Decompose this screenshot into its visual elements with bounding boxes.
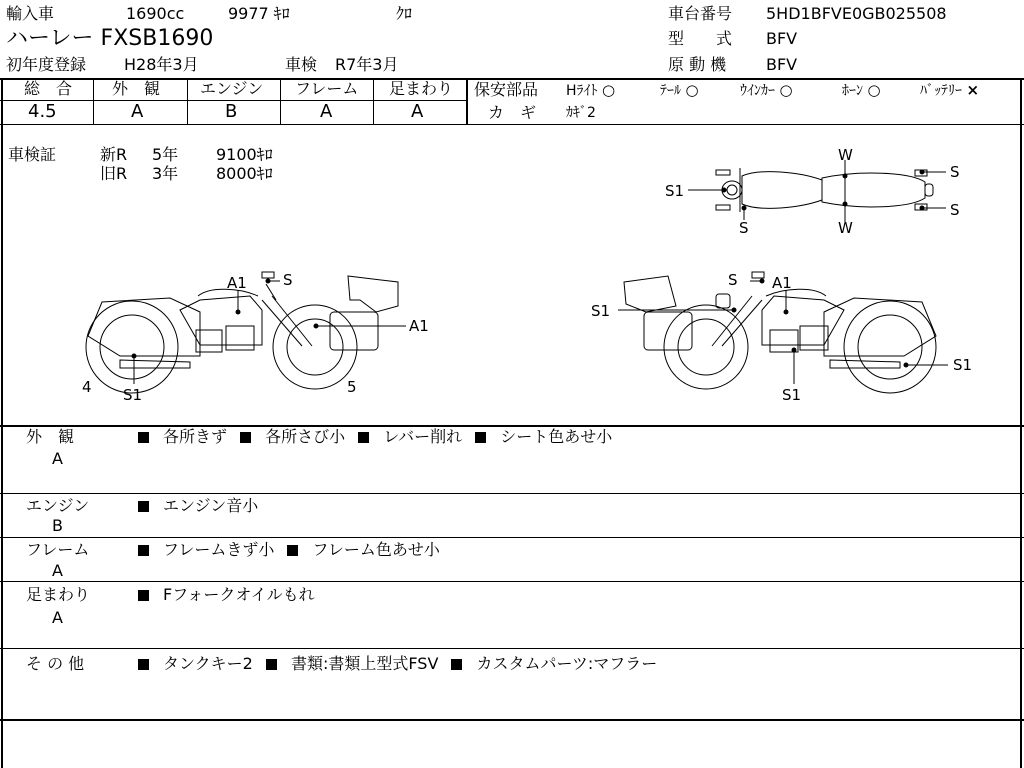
first-reg-value: H28年3月 — [124, 55, 199, 74]
left-label-a1-fork: A1 — [409, 317, 429, 335]
frame-no-value: 5HD1BFVE0GB025508 — [766, 4, 947, 23]
right-label-s1-bag: S1 — [591, 302, 611, 320]
bullet-icon — [287, 545, 298, 556]
note-engine-label: エンジン — [26, 496, 90, 515]
bullet-icon — [138, 501, 149, 512]
left-label-s1: S1 — [123, 386, 143, 404]
bullet-icon — [240, 432, 251, 443]
cert-new-km: 9100ｷﾛ — [216, 145, 273, 164]
engine-model-value: BFV — [766, 55, 798, 74]
inspection-label: 車検 — [285, 55, 318, 74]
right-label-s1-wheel: S1 — [953, 356, 973, 374]
right-label-s1-engine: S1 — [782, 386, 802, 404]
frame-right — [1020, 78, 1022, 768]
note-frame-label: フレーム — [26, 540, 90, 559]
first-reg-label: 初年度登録 — [6, 55, 87, 74]
grade-divider-1 — [93, 78, 94, 124]
right-label-s-mirror: S — [728, 271, 738, 289]
right-view-leaders — [618, 279, 948, 384]
left-view-bike — [86, 272, 398, 393]
grade-exterior-value: A — [131, 101, 144, 122]
grade-table-bottom — [0, 124, 1024, 125]
note-engine-grade: B — [52, 516, 63, 535]
inspection-value: R7年3月 — [335, 55, 399, 74]
top-view-leaders — [688, 160, 946, 222]
bullet-icon — [138, 432, 149, 443]
note-engine-items: エンジン音小 — [138, 498, 266, 514]
key-label: カ ギ — [488, 103, 537, 122]
grade-frame-label: フレーム — [295, 79, 359, 98]
notes-line-2 — [0, 537, 1024, 538]
key-value: ｶｷﾞ2 — [566, 105, 596, 121]
type-label: 型 式 — [668, 29, 733, 48]
grade-divider-5 — [466, 78, 468, 124]
grade-divider-4 — [373, 78, 374, 124]
bullet-icon — [475, 432, 486, 443]
top-label-s-lower: S — [739, 219, 749, 237]
safety-winker: ｳｲﾝｶｰ ○ — [740, 81, 793, 99]
grade-frame-value: A — [320, 101, 333, 122]
safety-label: 保安部品 — [474, 80, 539, 99]
top-view-bike — [716, 168, 933, 212]
notes-bottom-line — [0, 719, 1024, 721]
right-view-bike — [624, 272, 936, 393]
bullet-icon — [451, 659, 462, 670]
top-label-s-lower-right: S — [950, 201, 960, 219]
notes-line-1 — [0, 493, 1024, 494]
cert-old-km: 8000ｷﾛ — [216, 164, 273, 183]
bullet-icon — [266, 659, 277, 670]
note-frame-items: フレームきず小 フレーム色あせ小 — [138, 542, 448, 558]
note-suspension-items: Fフォークオイルもれ — [138, 587, 323, 603]
displacement: 1690cc — [126, 4, 185, 23]
frame-left — [1, 78, 3, 768]
note-frame-grade: A — [52, 561, 63, 580]
safety-headlight: Hﾗｲﾄ ○ — [566, 81, 616, 99]
grade-overall-label: 総 合 — [24, 79, 73, 98]
right-label-a1-tank: A1 — [772, 274, 792, 292]
notes-line-4 — [0, 648, 1024, 649]
left-label-rear-number: 4 — [82, 378, 92, 396]
left-label-a1-tank: A1 — [227, 274, 247, 292]
safety-battery: ﾊﾞｯﾃﾘｰ × — [920, 81, 980, 99]
grade-suspension-value: A — [411, 101, 424, 122]
cert-label: 車検証 — [8, 145, 57, 164]
bullet-icon — [138, 545, 149, 556]
import-label: 輸入車 — [6, 4, 55, 23]
grade-divider-3 — [280, 78, 281, 124]
cert-old-r: 旧R — [100, 164, 128, 183]
bullet-icon — [138, 590, 149, 601]
left-label-s-mirror: S — [283, 271, 293, 289]
top-label-w-lower: W — [838, 219, 853, 237]
note-suspension-label: 足まわり — [26, 585, 91, 604]
grade-overall-value: 4.5 — [28, 101, 57, 122]
grade-exterior-label: 外 観 — [112, 79, 161, 98]
top-label-w-upper: W — [838, 146, 853, 164]
bullet-icon — [138, 659, 149, 670]
type-value: BFV — [766, 29, 798, 48]
mileage: 9977 ｷﾛ — [228, 4, 290, 23]
grade-engine-label: エンジン — [200, 79, 264, 98]
note-exterior-items: 各所きず 各所さび小 レバー削れ シート色あせ小 — [138, 429, 620, 445]
safety-horn: ﾎｰﾝ ○ — [842, 81, 881, 99]
model-name: ハーレー FXSB1690 — [6, 26, 214, 51]
color: ｸﾛ — [396, 4, 413, 23]
notes-line-3 — [0, 581, 1024, 582]
top-label-s-upper-right: S — [950, 163, 960, 181]
note-other-items: タンクキー2 書類:書類上型式FSV カスタムパーツ:マフラー — [138, 656, 665, 672]
cert-new-years: 5年 — [152, 145, 179, 164]
engine-model-label: 原 動 機 — [668, 55, 727, 74]
note-suspension-grade: A — [52, 608, 63, 627]
top-label-s1: S1 — [665, 182, 685, 200]
grade-engine-value: B — [225, 101, 238, 122]
note-exterior-label: 外 観 — [26, 427, 75, 446]
safety-tail: ﾃｰﾙ ○ — [660, 81, 699, 99]
note-other-label: そ の 他 — [26, 654, 85, 673]
bullet-icon — [358, 432, 369, 443]
left-label-front-number: 5 — [347, 378, 357, 396]
frame-no-label: 車台番号 — [668, 4, 733, 23]
left-view-leaders — [132, 279, 406, 384]
note-exterior-grade: A — [52, 449, 63, 468]
grade-divider-2 — [187, 78, 188, 124]
grade-suspension-label: 足まわり — [389, 79, 454, 98]
cert-old-years: 3年 — [152, 164, 179, 183]
cert-new-r: 新R — [100, 145, 128, 164]
